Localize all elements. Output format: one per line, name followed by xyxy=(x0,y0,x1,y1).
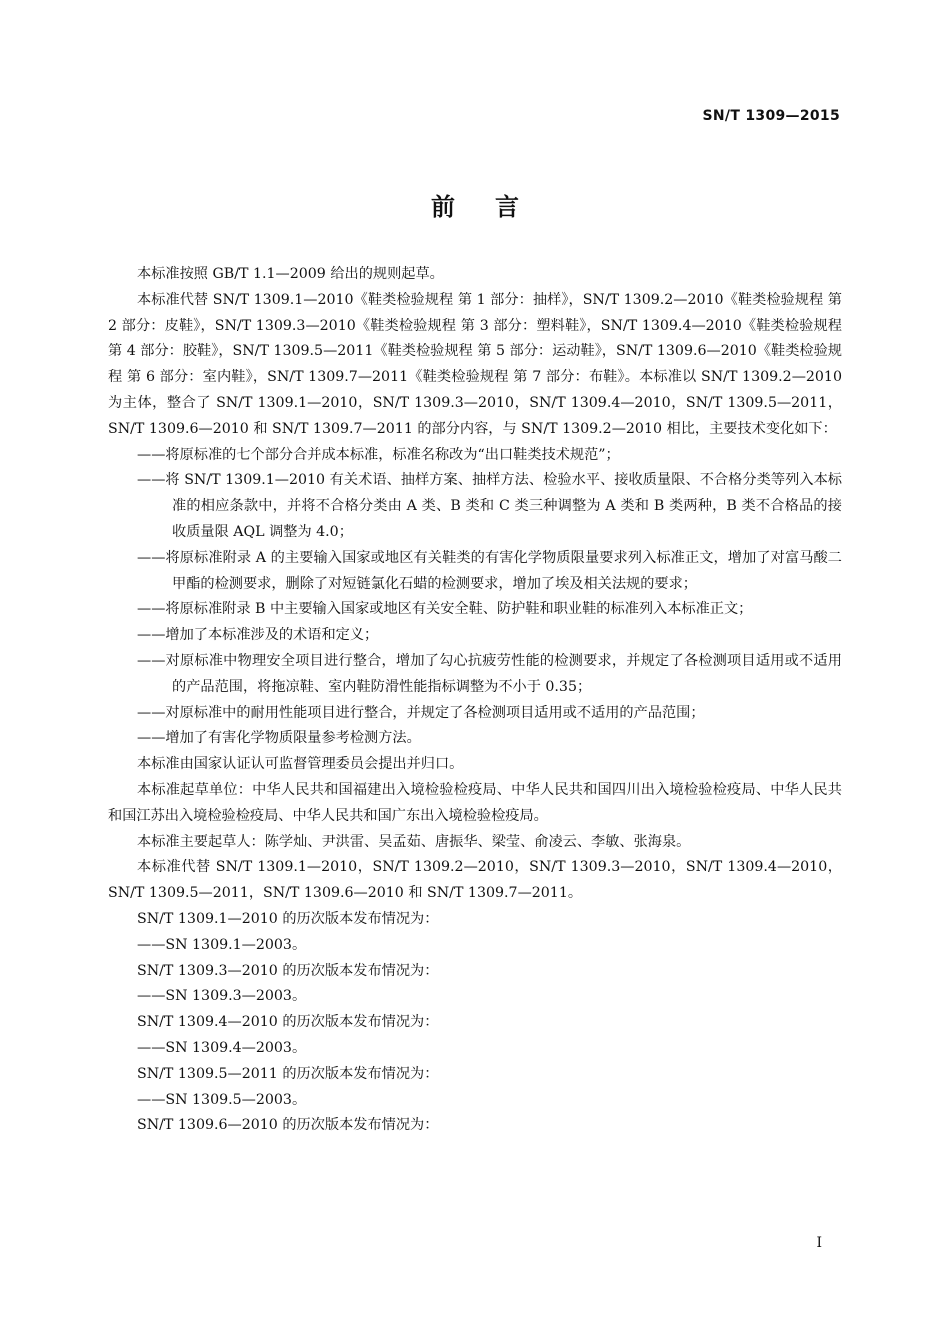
history-heading: SN/T 1309.4—2010 的历次版本发布情况为： xyxy=(137,1014,439,1031)
page-number: I xyxy=(816,1235,822,1251)
change-item: ——增加了有害化学物质限量参考检测方法。 xyxy=(137,730,421,747)
change-item: ——将原标准的七个部分合并成本标准，标准名称改为“出口鞋类技术规范”； xyxy=(137,446,620,463)
history-heading: SN/T 1309.5—2011 的历次版本发布情况为： xyxy=(137,1065,439,1082)
history-heading: SN/T 1309.3—2010 的历次版本发布情况为： xyxy=(137,962,439,979)
change-item: ——将原标准附录 A 的主要输入国家或地区有关鞋类的有害化学物质限量要求列入标准正文，增加了对富马酸二甲酯的检测要求，删除了对短链氯化石蜡的检测要求，增加了埃及相关法规的要求； xyxy=(137,549,842,592)
history-item: ——SN 1309.5—2003。 xyxy=(137,1091,307,1108)
foreword-body xyxy=(108,262,842,1139)
change-item: ——对原标准中的耐用性能项目进行整合，并规定了各检测项目适用或不适用的产品范围； xyxy=(137,704,705,721)
change-item: ——将 SN/T 1309.1—2010 有关术语、抽样方案、抽样方法、检验水平、接收质量限、不合格分类等列入本标准的相应条款中，并将不合格分类由 A 类、B 类和 C 类三种调整为 A 类和 B 类两种，B 类不合格品的接收质量限 AQL 调整为 4.0； xyxy=(137,472,842,540)
history-heading: SN/T 1309.6—2010 的历次版本发布情况为： xyxy=(137,1117,439,1134)
history-item: ——SN 1309.3—2003。 xyxy=(137,988,307,1005)
standard-code: SN/T 1309—2015 xyxy=(702,108,840,124)
paragraph: 本标准代替 SN/T 1309.1—2010，SN/T 1309.2—2010，SN/T 1309.3—2010，SN/T 1309.4—2010，SN/T 1309.5—2011，SN/T 1309.6—2010 和 SN/T 1309.7—2011。 xyxy=(108,859,842,902)
paragraph: 本标准代替 SN/T 1309.1—2010《鞋类检验规程 第 1 部分：抽样》，SN/T 1309.2—2010《鞋类检验规程 第 2 部分：皮鞋》，SN/T 1309.3—2010《鞋类检验规程 第 3 部分：塑料鞋》，SN/T 1309.4—2010《鞋类检验规程 第 4 部分：胶鞋》，SN/T 1309.5—2011《鞋类检验规程 第 5 部分：运动鞋》，SN/T 1309.6—2010《鞋类检验规程 第 6 部分：室内鞋》，SN/T 1309.7—2011《鞋类检验规程 第 7 部分：布鞋》。本标准以 SN/T 1309.2—2010 为主体，整合了 SN/T 1309.1—2010，SN/T 1309.3—2010，SN/T 1309.4—2010，SN/T 1309.5—2011，SN/T 1309.6—2010 和 SN/T 1309.7—2011 的部分内容，与 SN/T 1309.2—2010 相比，主要技术变化如下： xyxy=(108,291,842,437)
change-item: ——增加了本标准涉及的术语和定义； xyxy=(137,627,379,644)
paragraph: 本标准由国家认证认可监督管理委员会提出并归口。 xyxy=(137,756,464,773)
history-item: ——SN 1309.1—2003。 xyxy=(137,936,307,953)
change-item: ——将原标准附录 B 中主要输入国家或地区有关安全鞋、防护鞋和职业鞋的标准列入本标准正文； xyxy=(137,601,753,618)
history-heading: SN/T 1309.1—2010 的历次版本发布情况为： xyxy=(137,910,439,927)
paragraph: 本标准主要起草人：陈学灿、尹洪雷、吴孟茹、唐振华、梁莹、俞凌云、李敏、张海泉。 xyxy=(137,833,691,850)
paragraph: 本标准按照 GB/T 1.1—2009 给出的规则起草。 xyxy=(137,266,444,282)
paragraph: 本标准起草单位：中华人民共和国福建出入境检验检疫局、中华人民共和国四川出入境检验检疫局、中华人民共和国江苏出入境检验检疫局、中华人民共和国广东出入境检验检疫局。 xyxy=(108,781,842,824)
change-item: ——对原标准中物理安全项目进行整合，增加了勾心抗疲劳性能的检测要求，并规定了各检测项目适用或不适用的产品范围，将拖凉鞋、室内鞋防滑性能指标调整为不小于 0.35； xyxy=(137,652,842,695)
history-item: ——SN 1309.4—2003。 xyxy=(137,1039,307,1056)
page-title: 前言 xyxy=(431,193,559,221)
